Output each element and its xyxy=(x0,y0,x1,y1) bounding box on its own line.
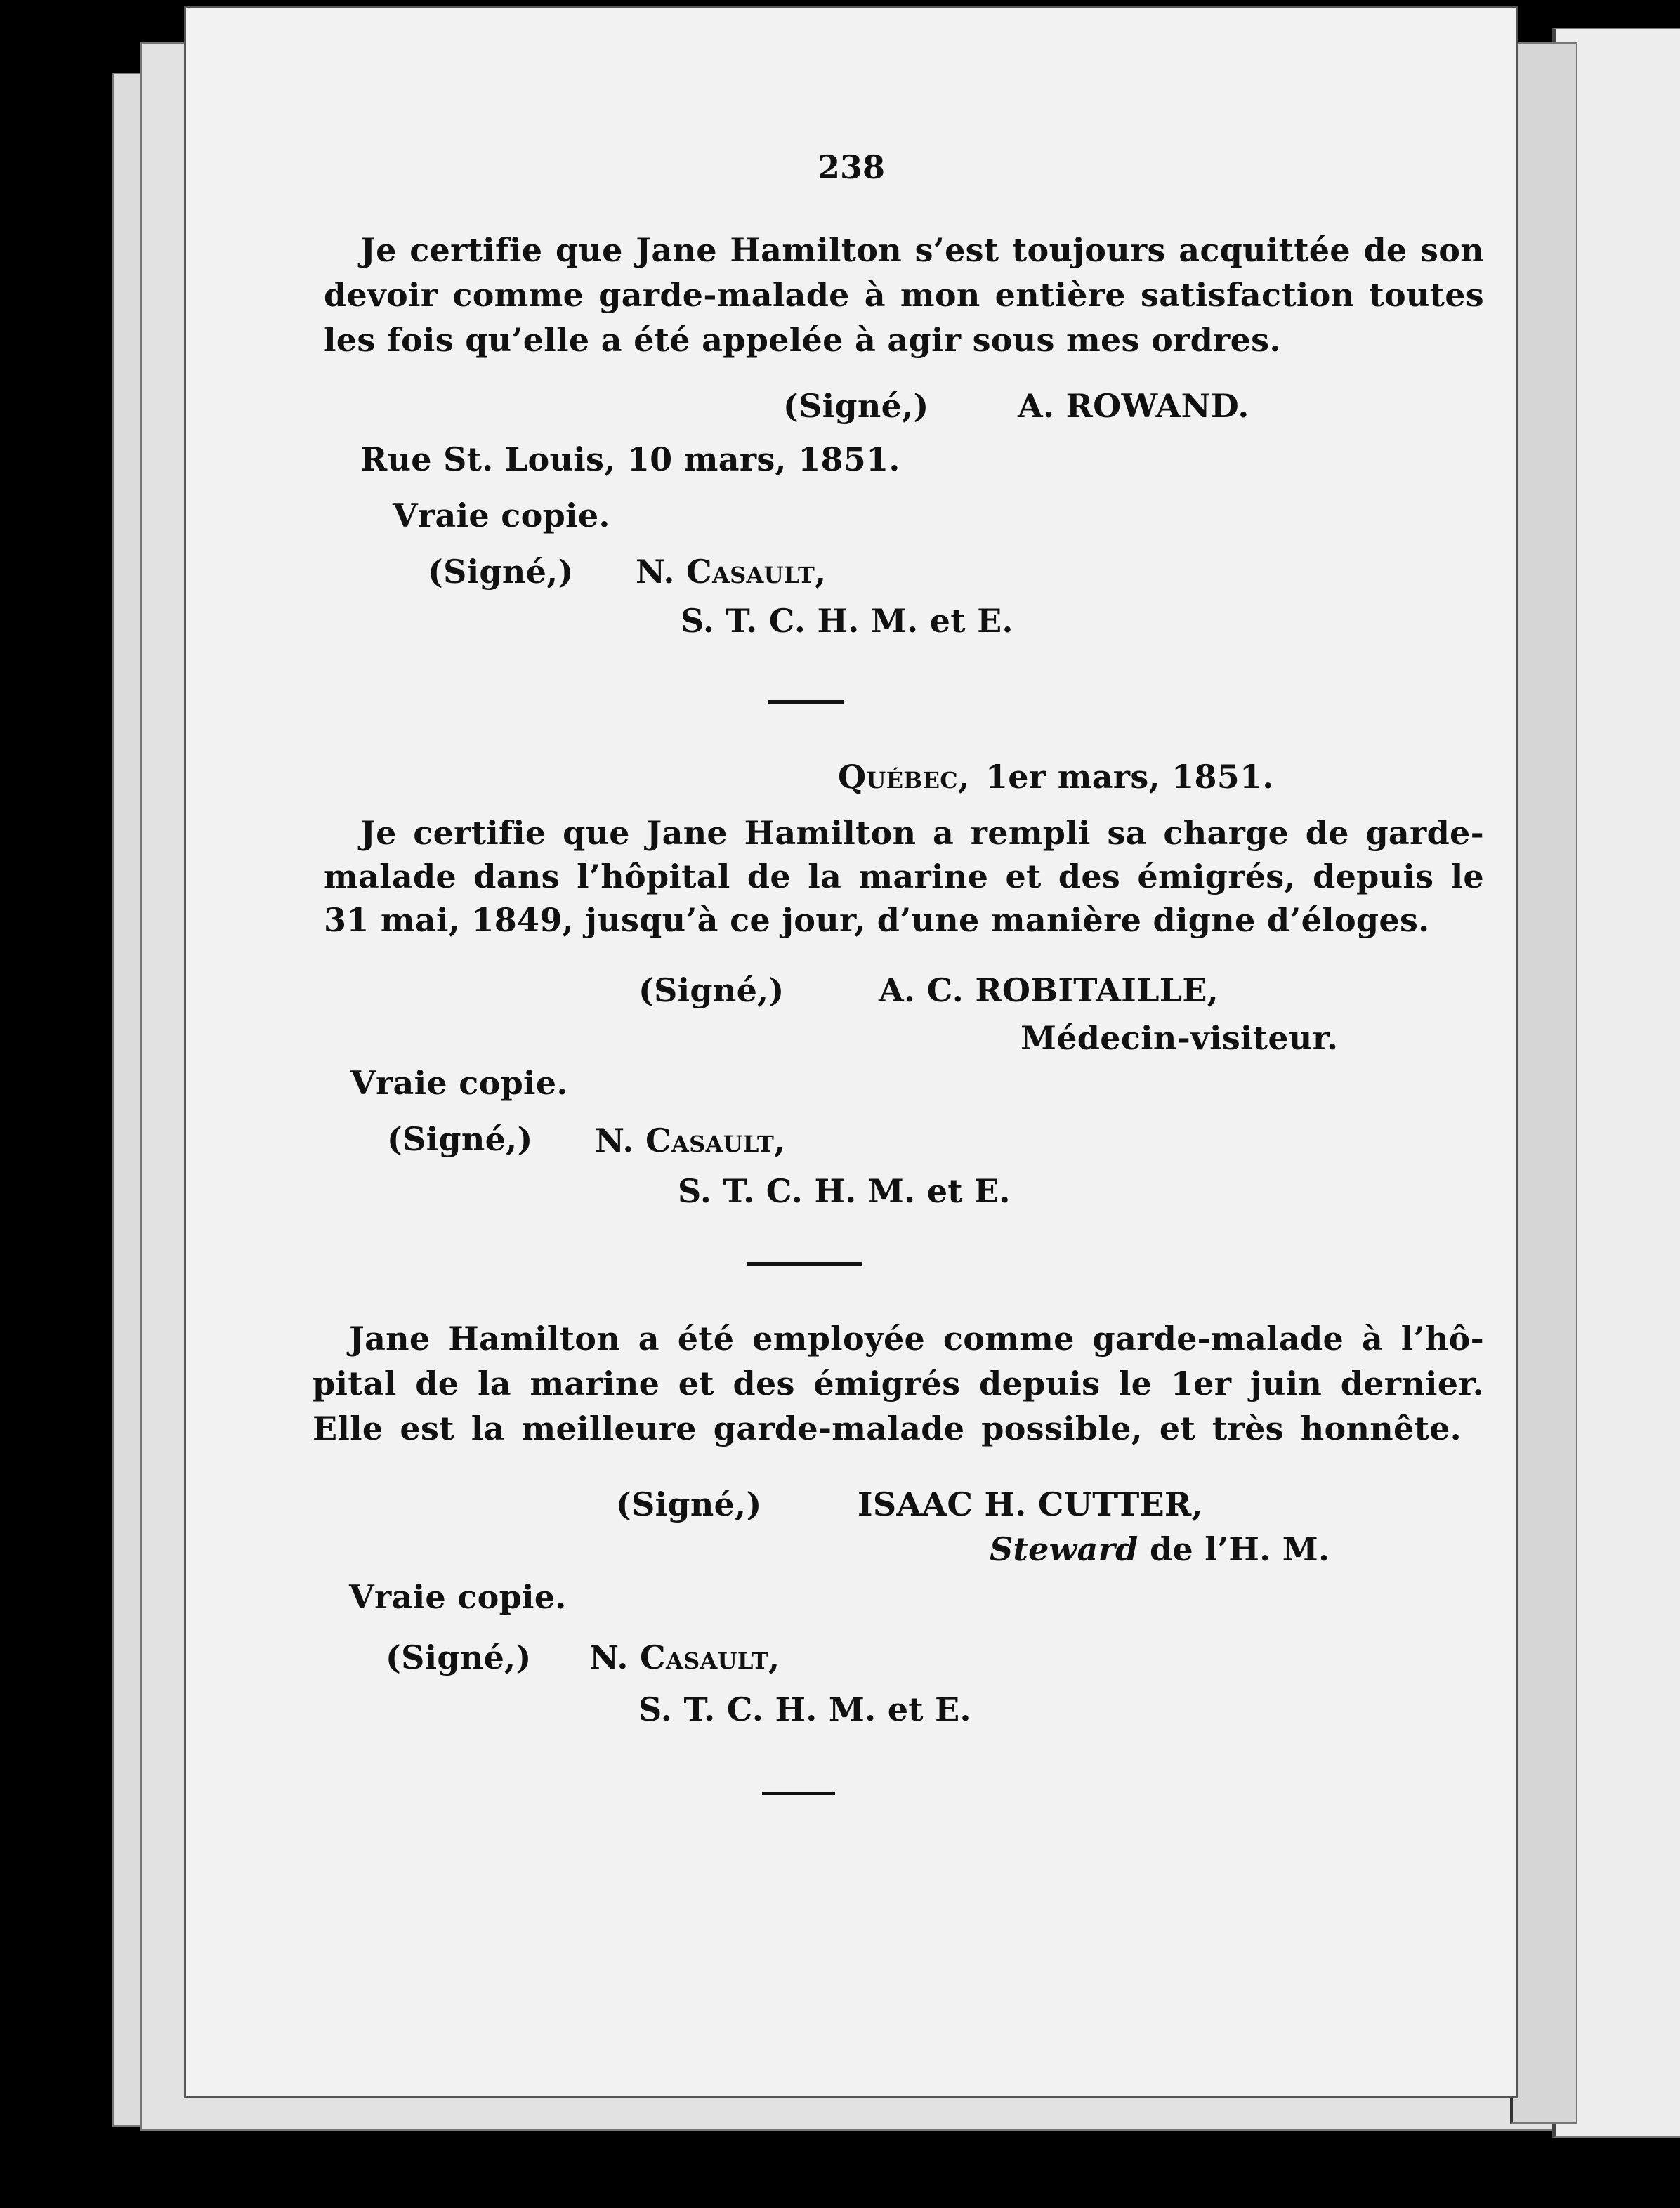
cert1-line-3: les fois qu’elle a été appelée à agir sous mes ordres. xyxy=(324,321,1281,359)
cert3-signer-title-rest: de l’H. M. xyxy=(1138,1530,1330,1568)
cert2-date: 1er mars, 1851. xyxy=(985,758,1274,796)
cert3-line-3: Elle est la meilleure garde-malade possible, et très honnête. xyxy=(313,1409,1462,1447)
cert2-line-2: malade dans l’hôpital de la marine et des émigrés, depuis le xyxy=(324,857,1484,895)
cert3-line-2: pital de la marine et des émigrés depuis le 1er juin dernier. xyxy=(313,1365,1484,1402)
cert1-place-date: Rue St. Louis, 10 mars, 1851. xyxy=(360,440,900,478)
cert3-signer-title xyxy=(990,1530,1330,1568)
cert1-signed: (Signé,) xyxy=(783,387,929,425)
cert1-line-1: Je certifie que Jane Hamilton s’est toujours acquittée de son xyxy=(360,231,1484,269)
cert2-copy-title: S. T. C. H. M. et E. xyxy=(678,1172,1011,1210)
cert1-copy-signer: N. Casault, xyxy=(636,553,827,591)
cert2-line-1: Je certifie que Jane Hamilton a rempli sa charge de garde- xyxy=(360,814,1484,852)
cert1-line-2: devoir comme garde-malade à mon entière satisfaction toutes xyxy=(324,276,1484,314)
cert3-signed: (Signé,) xyxy=(616,1485,762,1523)
cert1-copy-title: S. T. C. H. M. et E. xyxy=(681,602,1013,640)
cert2-copy-signed: (Signé,) xyxy=(387,1120,533,1158)
cert1-copy-signed: (Signé,) xyxy=(428,553,574,591)
cert2-signer: A. C. ROBITAILLE, xyxy=(879,971,1219,1009)
cert3-signer-title-italic: Steward xyxy=(990,1530,1138,1568)
cert3-signer: ISAAC H. CUTTER, xyxy=(858,1485,1203,1523)
cert2-line-3: 31 mai, 1849, jusqu’à ce jour, d’une manière digne d’éloges. xyxy=(324,901,1430,939)
cert1-signer: A. ROWAND. xyxy=(1018,387,1249,425)
cert3-copy-title: S. T. C. H. M. et E. xyxy=(638,1690,971,1728)
cert2-signed: (Signé,) xyxy=(638,971,785,1009)
book-page xyxy=(184,6,1518,2098)
cert3-copy-signed: (Signé,) xyxy=(386,1638,532,1676)
section-divider xyxy=(762,1792,835,1795)
cert3-true-copy: Vraie copie. xyxy=(349,1578,567,1616)
cert2-signer-title: Médecin-visiteur. xyxy=(1021,1019,1339,1057)
cert3-copy-signer: N. Casault, xyxy=(589,1638,780,1676)
page-fore-edge xyxy=(1510,42,1577,2124)
cert3-line-1: Jane Hamilton a été employée comme garde-malade à l’hô- xyxy=(349,1320,1484,1358)
cert2-copy-signer: N. Casault, xyxy=(595,1122,786,1159)
page-number: 238 xyxy=(817,148,886,186)
cert1-true-copy: Vraie copie. xyxy=(393,497,610,534)
section-divider xyxy=(747,1262,862,1266)
section-divider xyxy=(768,700,844,704)
cert2-place: Québec, xyxy=(838,758,970,796)
cert2-true-copy: Vraie copie. xyxy=(350,1064,568,1102)
